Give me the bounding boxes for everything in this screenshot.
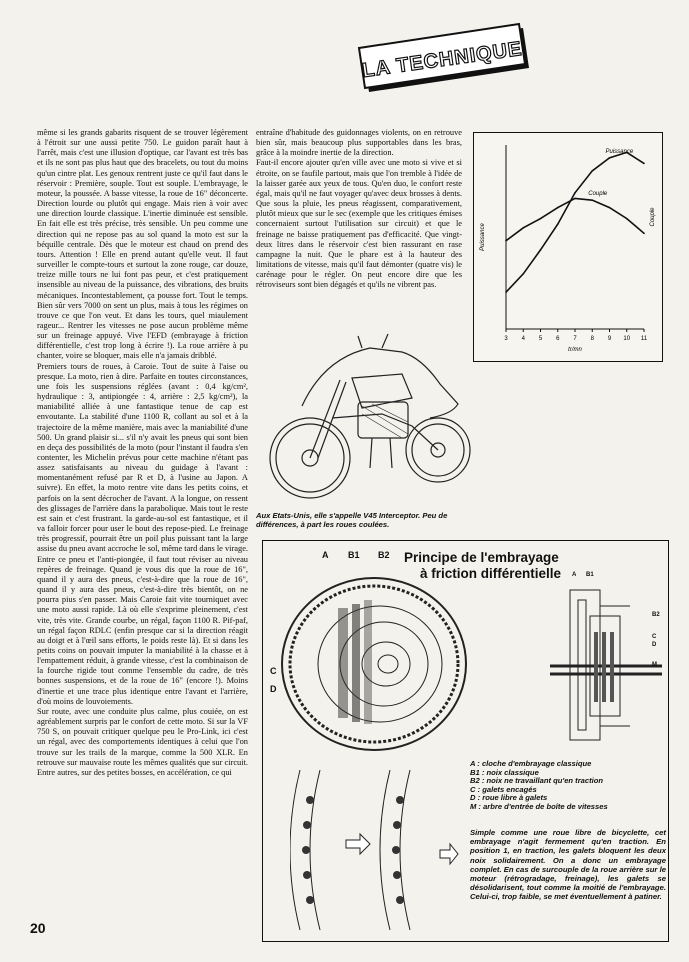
chart-svg bbox=[474, 133, 662, 361]
series-line-1 bbox=[506, 198, 644, 240]
label-c: C bbox=[270, 666, 277, 676]
clutch-description: Simple comme une roue libre de bicyclette, cet embrayage n'agit fermement qu'en traction. En position 1, en traction, les galets bloquent les deux noix solidairement. On a donc un embrayage complet. En cas de surcouple de la roue arrière sur le moteur (rétrogradage, freinage), les galets se désolidarisent, tout comme la moitié de l'embrayage. Celui-ci, trop faible, se met éventuellement à patiner. bbox=[470, 828, 666, 902]
x-tick-label: 9 bbox=[607, 336, 612, 342]
label-d: D bbox=[270, 684, 277, 694]
series-0-point bbox=[643, 163, 645, 165]
series-1-point bbox=[609, 207, 611, 209]
x-tick-label: 11 bbox=[640, 336, 648, 342]
small-label-b2: B2 bbox=[652, 612, 660, 618]
x-tick-label: 7 bbox=[573, 336, 577, 342]
x-tick-label: 5 bbox=[538, 336, 543, 342]
motorcycle-illustration bbox=[262, 318, 474, 508]
article-column-1 bbox=[37, 128, 248, 778]
technique-banner bbox=[355, 22, 535, 94]
x-tick-label: 10 bbox=[623, 336, 631, 342]
legend-c: C : galets encagés bbox=[470, 784, 537, 794]
clutch-exploded-illustration bbox=[264, 560, 470, 760]
legend-b1: B1 : noix classique bbox=[470, 767, 539, 777]
series-1-point bbox=[540, 218, 542, 220]
y-axis-label-left: Puissance bbox=[480, 223, 486, 251]
label-b1: B1 bbox=[348, 550, 360, 560]
clutch-title-line-2: à friction différentielle bbox=[420, 566, 562, 581]
series-1-point bbox=[591, 199, 593, 201]
clutch-cross-section bbox=[550, 576, 662, 754]
series-1-point bbox=[557, 207, 559, 209]
power-torque-chart bbox=[473, 132, 663, 362]
small-label-a: A bbox=[572, 572, 577, 578]
series-label-1: Couple bbox=[588, 191, 608, 198]
series-0-point bbox=[557, 223, 559, 225]
x-axis-label: tr/mn bbox=[568, 347, 582, 353]
col1-paragraph-3: Sur route, avec une conduite plus calme, plus couiée, on est agréablement surpris par le confort de cette moto. Si sur la VF 750 S, on pouvait critiquer quelque peu le Pro-Link, ici c'est un régal, avec des comportements identiques à celui que l'on trouve sur les trails de la marque, comme la 500 XLR. En retrouve sur mauvaise route les mêmes qualités que sur circuit. Entre autres, sur des petites bosses, en accélération, ce qui bbox=[37, 706, 248, 777]
series-0-point bbox=[505, 291, 507, 293]
page-number: 20 bbox=[30, 920, 46, 936]
roller-detail-illustration bbox=[290, 770, 460, 930]
series-1-point bbox=[522, 227, 524, 229]
small-label-b1: B1 bbox=[586, 572, 594, 578]
legend-b2: B2 : noix ne travaillant qu'en traction bbox=[470, 776, 604, 786]
small-label-d: D bbox=[652, 642, 657, 648]
series-0-point bbox=[540, 249, 542, 251]
label-a: A bbox=[322, 550, 329, 560]
x-tick-label: 6 bbox=[556, 336, 560, 342]
article-column-2 bbox=[256, 128, 462, 291]
series-line-0 bbox=[506, 152, 644, 292]
col1-paragraph-2: Premiers tours de roues, à Caroie. Tout de suite à l'aise ou presque. La moto, rien à dire. Parfaite en toutes circonstances, une fois les suspensions réglées (avant : 0,4 kg/cm², hydraulique : 3, antipiongée : 4, arrière : 2,5 kg/cm²), la maniabilité alliée à une fantastique tenue de cap est envoutante. La stabilité d'une 1100 R, collant au sol et à la trajectoire de la même manière, mais avec la maniabilité d'une 500. Un grand plaisir si... s'il n'y avait les pneus qui sont bien en deça des possibilités de la moto (pour l'instant il faudra s'en contenter, les Michelin prévus pour cette machine n'étant pas assez satisfaisants au niveau du guidage à l'avant : momentanément refusé par R et D, à l'usine au Japon. A suivre). En effet, la moto rentre vite dans les petits coins, et parfois on la sent décrocher de l'avant. A la longue, on ressent des glissages de l'arrière dans la parabolique. Mais tout le reste est sain et c'est frustrant. la garde-au-sol est fantastique, et il va falloir forcer pour user le bout des repose-pied. Le freinage très progressif, pourrait être un poil plus puissant tant la large assise du pneu avant accroche le sol, même tard dans le virage. Entre ce pneu et l'anti-piongée, il faut tout réviser au niveau repères de freinage. Quand je vous dis que la roue de 16", quand il y aura des pneus, c'est-à-dire que la roue de 16", quand il y aura des pneus, c'est-à-dire très bientôt, on ne pourra pius s'en passer. Mais Caroie fait vite tourniquet avec une moto aussi rapide. Là où elle s'exprime pleinement, c'est vite, très vite. Grande courbe, un régal, façon 1100 R. Pif-paf, un régal façon RDLC (enfin presque car si la direction réagit au doigt et à l'œil sans efforts, le poids reste là). Et si dans les petits coins on pouvait imputer la maniabilité à la chasse et à l'empattement réduit, à grande vitesse, c'est la combinaison de la fourche rigide tout comme l'ensemble du cadre, de très bonnes suspensions, et de la roue de 16" (encore !). Moins d'inertie et une trace plus identique entre l'avant et l'arrière, d'où moins de louvoiements. bbox=[37, 361, 248, 706]
series-0-point bbox=[609, 157, 611, 159]
legend-a: A : cloche d'embrayage classique bbox=[470, 759, 592, 768]
series-0-point bbox=[574, 192, 576, 194]
x-tick-label: 8 bbox=[590, 336, 594, 342]
small-label-m: M bbox=[652, 662, 657, 668]
clutch-title-line-1: Principe de l'embrayage bbox=[404, 550, 559, 565]
legend-d: D : roue libre à galets bbox=[470, 793, 548, 803]
x-tick-label: 3 bbox=[504, 336, 508, 342]
series-1-point bbox=[574, 198, 576, 200]
series-1-point bbox=[505, 240, 507, 242]
series-0-point bbox=[522, 273, 524, 275]
banner-title: LA TECHNIQUE bbox=[360, 37, 524, 83]
series-1-point bbox=[626, 218, 628, 220]
legend-m: M : arbre d'entrée de boîte de vitesses bbox=[470, 801, 608, 811]
label-b2: B2 bbox=[378, 550, 390, 560]
motorcycle-caption: Aux Etats-Unis, elle s'appelle V45 Interceptor. Peu de différences, à part les roues coulées. bbox=[256, 511, 448, 529]
series-0-point bbox=[591, 170, 593, 172]
x-tick-label: 4 bbox=[521, 336, 525, 342]
col1-paragraph-1: même si les grands gabarits risquent de se trouver légèrement à l'étroit sur une aussi petite 750. Le guidon paraît haut à l'arrêt, mais c'est une illusion d'optique, car l'avant est très bas et ils ne sont pas plus haut que des bracelets, ou tout du moins qu'un cintre plat. Les genoux rentrent juste ce qu'il faut dans le réservoir : Première, souple. Tout est souple. L'embrayage, le moteur, la poussée. A basse vitesse, la roue de 16" déconcerte. Direction lourde ou plutôt qui engage. Mais rien à voir avec une direction lourde classique. L'inertie diminuée est sensible. En fait elle est très précise, très sensible. Un peu comme une direction qui ne repose pas au sol quand la moto est sur la béquille centrale. Dès que le moteur est chaud on prend des tours. Attention ! Elle en prend autant qu'elle veut. Il faut surveiller le compte-tours et surtout la zone rouge, car douze, treize mille tours ne lui font pas peur, et c'est pratiquement insensible au niveau de la puissance, des vibrations, des bruits mécaniques. Incontestablement, ça pousse fort. Tout le temps. Bien sûr vers 7000 on sent un plus, mais à tous les régimes on trouve ce que l'on veut. Et dans les tours, quel miaulement rageur... Rentrer les vitesses ne pose aucun problème même sur un freinage appuyé. Vive l'EFD (embrayage à friction différentielle, c'est trop long à écrire !). La roue arrière à pu chanter, voire se bloquer, mais elle n'a jamais dribblé. bbox=[37, 128, 248, 361]
clutch-legend bbox=[470, 760, 666, 812]
small-label-c: C bbox=[652, 634, 657, 640]
series-label-0: Puissance bbox=[605, 148, 634, 155]
col2-paragraph-1: entraîne d'habitude des guidonnages violents, on en retrouve bien sûr, mais beaucoup plus supportables dans les bras, grâce à la moindre inertie de la direction. bbox=[256, 128, 462, 158]
series-1-point bbox=[643, 233, 645, 235]
y-axis-label-right: Couple bbox=[650, 207, 656, 227]
col2-paragraph-2: Faut-il encore ajouter qu'en ville avec une moto si vive et si étroite, on se faufile partout, mais que l'on tremble à l'idée de la laisser garée aux yeux de tous. Qu'en duo, le confort reste égal, mais qu'il ne faut voyager qu'avec deux brosses à dents. Que sous la pluie, les pneus réagissent, comparativement, plutôt mieux que sur le sec (exemple que les critiques émises concernaient surtout l'utilisation sur circuit) et que le freinage ne baisse pratiquement pas d'efficacité. Que vingt-deux litres dans le réservoir c'est bien rassurant en rase campagne la nuit. Que le phare est à la hauteur des limitations de vitesse, mais qu'il faut démonter (quatre vis) le carénage pour le régler. On peut encore dire que les rétroviseurs sont bien dégagés et qu'ils ne vibrent pas. bbox=[256, 158, 462, 290]
